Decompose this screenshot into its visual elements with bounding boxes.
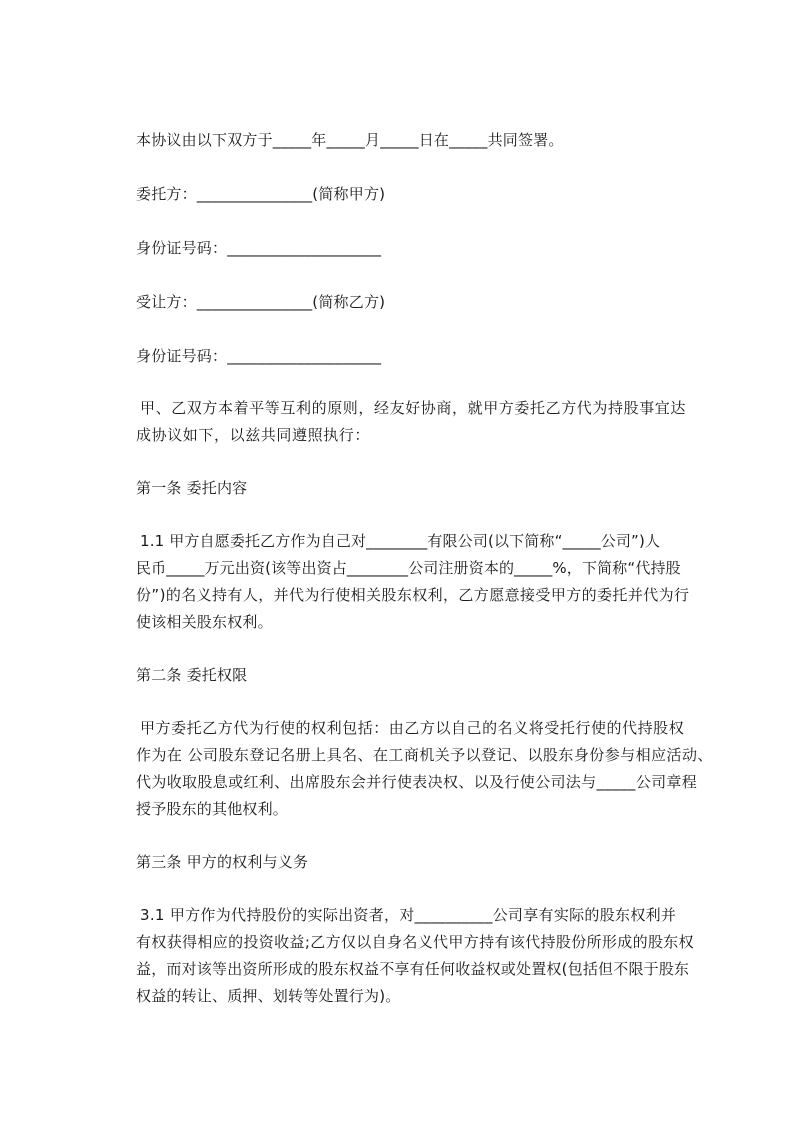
article1-title: 第一条 委托内容 <box>136 479 248 497</box>
article2-line-4: 授予股东的其他权利。 <box>136 800 289 818</box>
article1-1-line-3: 份”)的名义持有人，并代为行使相关股东权利，乙方愿意接受甲方的委托并代为行 <box>136 586 690 604</box>
article3-1-line-2: 有权获得相应的投资收益;乙方仅以自身名义代甲方持有该代持股份所形成的股东权 <box>136 933 695 951</box>
party-b-id-line: 身份证号码：____________________ <box>136 347 382 365</box>
preamble-line-1: 甲、乙双方本着平等互利的原则，经友好协商，就甲方委托乙方代为持股事宜达 <box>140 399 687 417</box>
article3-title: 第三条 甲方的权利与义务 <box>136 853 309 871</box>
article1-1-line-1: 1.1 甲方自愿委托乙方作为自己对________有限公司(以下简称“_____公司”)人 <box>140 532 661 550</box>
party-a-id-line: 身份证号码：____________________ <box>136 239 382 257</box>
article3-1-line-1: 3.1 甲方作为代持股份的实际出资者，对__________公司享有实际的股东权利并 <box>140 906 677 924</box>
article2-title: 第二条 委托权限 <box>136 666 248 684</box>
intro-line: 本协议由以下双方于_____年_____月_____日在_____共同签署。 <box>136 131 564 149</box>
article3-1-line-3: 益，而对该等出资所形成的股东权益不享有任何收益权或处置权(包括但不限于股东 <box>136 960 690 978</box>
article2-line-2: 作为在 公司股东登记名册上具名、在工商机关予以登记、以股东身份参与相应活动、 <box>136 746 713 764</box>
preamble-line-2: 成协议如下，以兹共同遵照执行： <box>136 426 371 444</box>
party-a-line: 委托方：_______________(简称甲方) <box>136 185 386 203</box>
party-b-line: 受让方：_______________(简称乙方) <box>136 293 386 311</box>
article2-line-1: 甲方委托乙方代为行使的权利包括：由乙方以自己的名义将受托行使的代持股权 <box>140 719 685 737</box>
article2-line-3: 代为收取股息或红利、出席股东会并行使表决权、以及行使公司法与_____公司章程 <box>136 773 698 791</box>
article1-1-line-2: 民币_____万元出资(该等出资占________公司注册资本的_____%，下简称“代持股 <box>136 559 681 577</box>
article1-1-line-4: 使该相关股东权利。 <box>136 613 273 631</box>
article3-1-line-4: 权益的转让、质押、划转等处置行为)。 <box>136 987 401 1005</box>
